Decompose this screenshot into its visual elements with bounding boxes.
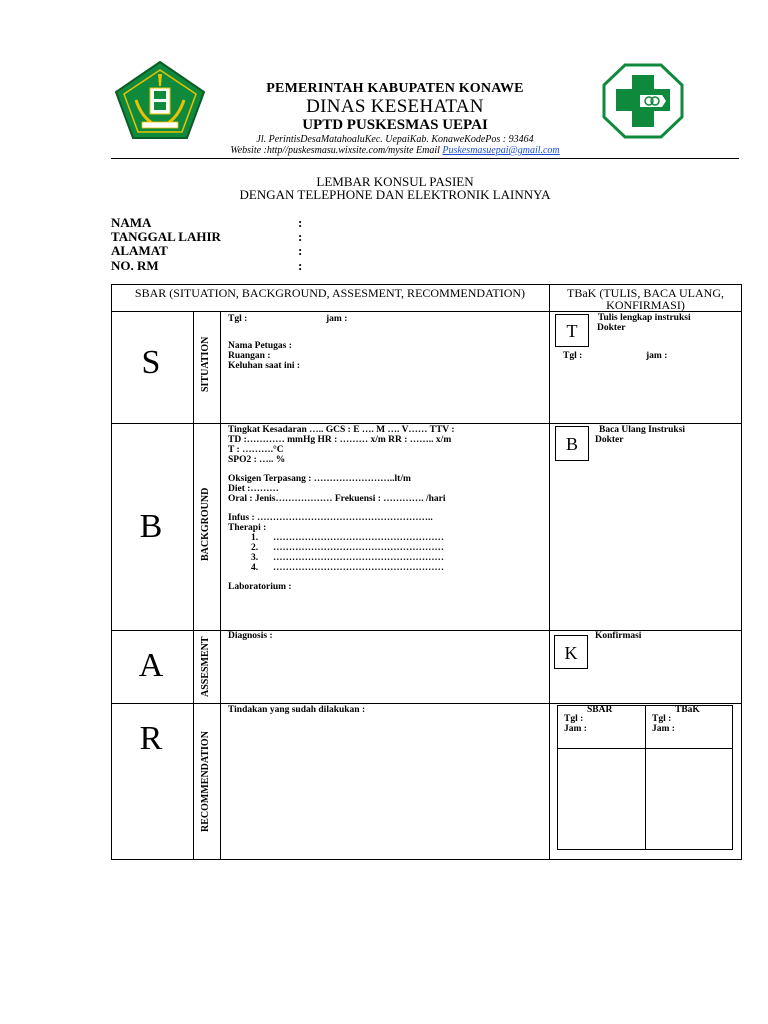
signature-col-divider <box>645 705 646 850</box>
s-keluhan: Keluhan saat ini : <box>228 361 301 371</box>
tbak-b-line2: Dokter <box>595 435 624 445</box>
sbar-column-header: SBAR (SITUATION, BACKGROUND, ASSESMENT, RECOMMENDATION) <box>134 286 526 300</box>
form-subtitle: DENGAN TELEPHONE DAN ELEKTRONIK LAINNYA <box>239 187 551 202</box>
b-therapi: Therapi : <box>228 523 267 533</box>
row-divider-s <box>111 423 742 424</box>
therapi-num: 3. <box>251 553 259 563</box>
b-td-hr-rr: TD :………… mmHg HR : ……… x/m RR : …….. x/m <box>228 435 452 445</box>
b-suhu: T : ……….°C <box>228 445 284 455</box>
sig-sbar-header: SBAR <box>587 705 613 715</box>
form-title: LEMBAR KONSUL PASIEN <box>316 174 474 189</box>
sig-sbar-tgl: Tgl : <box>564 714 584 724</box>
colon-nama: : <box>298 215 303 230</box>
label-background: BACKGROUND <box>200 487 211 561</box>
tbak-b-line1: Baca Ulang Instruksi <box>599 425 686 435</box>
therapi-num: 2. <box>251 543 259 553</box>
letter-r: R <box>139 720 163 757</box>
s-ruangan: Ruangan : <box>228 351 271 361</box>
b-laboratorium: Laboratorium : <box>228 582 292 592</box>
label-assesment: ASSESMENT <box>200 636 211 697</box>
s-tgl: Tgl : <box>228 314 248 324</box>
a-diagnosis: Diagnosis : <box>228 631 273 641</box>
therapi-dots: ……………………………………………… <box>273 563 444 573</box>
signature-row-divider <box>557 748 733 749</box>
letter-a: A <box>138 647 164 684</box>
tbak-k-line1: Konfirmasi <box>595 631 642 641</box>
sig-tbak-jam: Jam : <box>652 724 675 734</box>
label-no-rm: NO. RM <box>111 258 159 273</box>
label-recommendation: RECOMMENDATION <box>200 731 211 832</box>
row-divider-b <box>111 630 742 631</box>
tbak-t-line2: Dokter <box>597 323 626 333</box>
tbak-k-box: K <box>554 635 588 669</box>
divider-label-col <box>220 311 221 860</box>
therapi-dots: ……………………………………………… <box>273 533 444 543</box>
s-jam: jam : <box>326 314 348 324</box>
s-nama-petugas: Nama Petugas : <box>228 341 292 351</box>
b-spo2: SPO2 : ….. % <box>228 455 286 465</box>
therapi-dots: ……………………………………………… <box>273 543 444 553</box>
b-infus: Infus : ……………………………………………….. <box>228 513 433 523</box>
colon-alamat: : <box>298 243 303 258</box>
row-divider-a <box>111 703 742 704</box>
tbak-t-box: T <box>555 314 589 347</box>
b-diet: Diet :……… <box>228 484 279 494</box>
label-situation: SITUATION <box>200 336 211 392</box>
header-unit: UPTD PUSKESMAS UEPAI <box>302 117 488 133</box>
therapi-dots: ……………………………………………… <box>273 553 444 563</box>
letter-b: B <box>139 508 163 545</box>
therapi-num: 1. <box>251 533 259 543</box>
b-oral: Oral : Jenis……………… Frekuensi : …………. /hari <box>228 494 446 504</box>
header-contact <box>0 145 768 156</box>
divider-tbak-col <box>549 284 550 860</box>
b-kesadaran: Tingkat Kesadaran ….. GCS : E …. M …. V…… TTV : <box>228 425 455 435</box>
colon-tanggal-lahir: : <box>298 229 303 244</box>
tbak-b-box: B <box>555 426 589 461</box>
therapi-num: 4. <box>251 563 259 573</box>
email-link[interactable]: Puskesmasuepai@gmail.com <box>442 145 560 156</box>
header-divider <box>111 158 739 159</box>
r-tindakan: Tindakan yang sudah dilakukan : <box>228 705 366 715</box>
tbak-t-line1: Tulis lengkap instruksi <box>598 313 691 323</box>
label-nama: NAMA <box>111 215 152 230</box>
colon-no-rm: : <box>298 258 303 273</box>
header-agency: DINAS KESEHATAN <box>306 96 484 117</box>
tbak-t-jam: jam : <box>646 351 668 361</box>
letter-s: S <box>141 344 161 381</box>
website-text: Website :http//puskesmasu.wixsite.com/mysite Email <box>230 145 443 156</box>
b-oksigen: Oksigen Terpasang : ……………………..lt/m <box>228 474 411 484</box>
sig-tbak-tgl: Tgl : <box>652 714 672 724</box>
header-address: Jl. PerintisDesaMatahoaluKec. UepaiKab. KonaweKodePos : 93464 <box>256 134 534 145</box>
sig-tbak-header: TBaK <box>675 705 700 715</box>
header-government: PEMERINTAH KABUPATEN KONAWE <box>266 81 524 96</box>
tbak-column-header-line1: TBaK (TULIS, BACA ULANG, <box>567 286 724 300</box>
label-tanggal-lahir: TANGGAL LAHIR <box>111 229 221 244</box>
tbak-column-header-line2: KONFIRMASI) <box>606 298 685 312</box>
divider-letter-col <box>193 311 194 860</box>
sig-sbar-jam: Jam : <box>564 724 587 734</box>
tbak-t-tgl: Tgl : <box>563 351 583 361</box>
label-alamat: ALAMAT <box>111 243 168 258</box>
